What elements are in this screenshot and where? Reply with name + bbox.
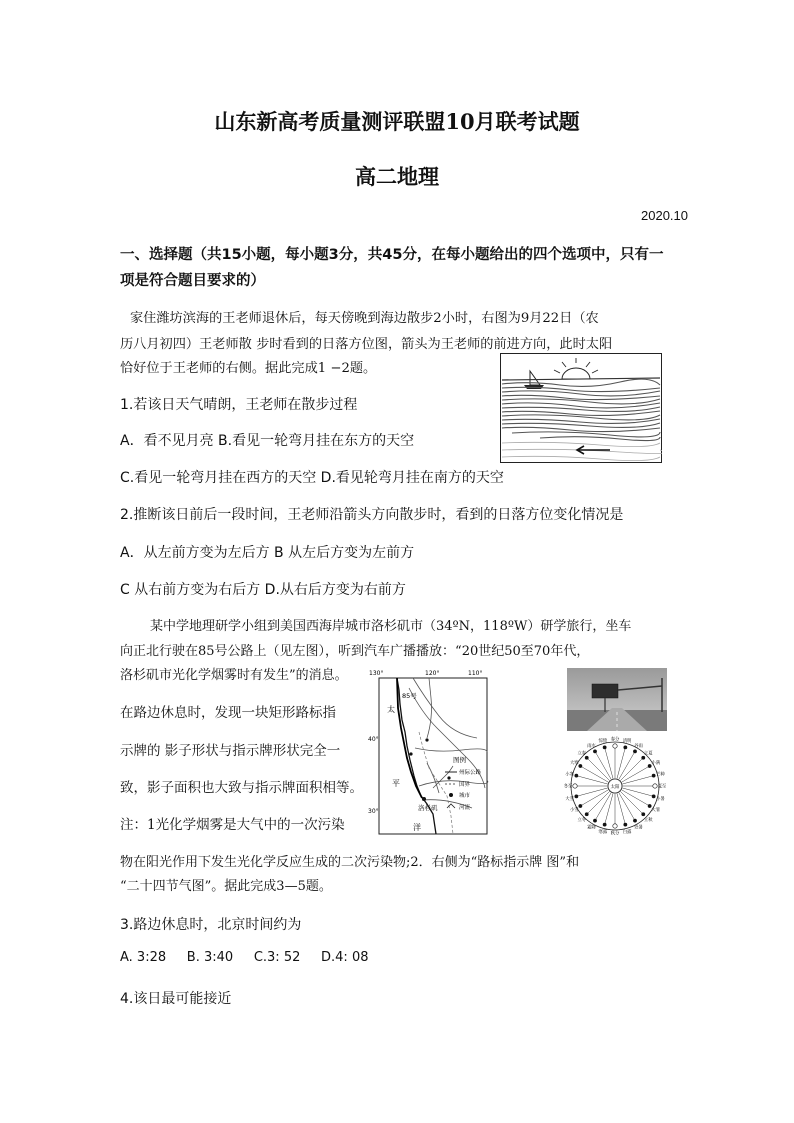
question-4-stem: 4.该日最可能接近 (120, 991, 232, 1007)
passage2-line: 注：1光化学烟雾是大气中的一次污染 (120, 817, 345, 833)
term-label: 小雪 (569, 808, 579, 814)
term-label: 白露 (622, 829, 632, 835)
legend-city: 城市 (459, 793, 471, 799)
question-2-options-ab: A．从左前方变为左后方 B 从左后方变为左前方 (120, 545, 415, 561)
passage2-line: 物在阳光作用下发生光化学反应生成的二次污染物;2．右侧为“路标指示牌 图”和 (120, 855, 580, 870)
term-marker (585, 813, 588, 816)
term-marker (579, 764, 582, 767)
city-marker (447, 776, 450, 779)
term-spoke (620, 758, 643, 781)
passage2-line: 某中学地理研学小组到美国西海岸城市洛杉矶市（34ºN，118ºW）研学旅行，坐车 (150, 619, 632, 634)
ocean-label: 太 (387, 705, 395, 714)
city-marker (422, 797, 426, 801)
ocean-label: 平 (392, 779, 400, 788)
passage2-line: 在路边休息时，发现一块矩形路标指 (120, 705, 336, 721)
term-label: 芒种 (656, 772, 665, 778)
term-label: 大雪 (565, 796, 574, 802)
term-marker (603, 823, 606, 826)
term-label: 雨水 (587, 743, 596, 749)
term-marker (603, 746, 606, 749)
city-marker (425, 738, 428, 741)
term-label: 大寒 (569, 761, 579, 767)
term-spoke (622, 788, 654, 797)
term-label: 谷雨 (634, 743, 643, 749)
question-2-stem: 2.推断该日前后一段时间，王老师沿箭头方向散步时，看到的日落方位变化情况是 (120, 507, 624, 523)
road-sign (592, 684, 618, 698)
sunset-illustration (500, 353, 662, 463)
term-marker (593, 819, 596, 822)
term-label: 秋分 (610, 831, 620, 836)
passage2-line: 示牌的 影子形状与指示牌形状完全一 (120, 743, 341, 759)
term-spoke (576, 776, 608, 785)
term-label: 小寒 (565, 772, 574, 778)
term-marker (642, 756, 645, 759)
term-marker (652, 795, 655, 798)
term-marker (585, 756, 588, 759)
term-marker (613, 824, 617, 828)
term-spoke (620, 791, 643, 814)
term-marker (593, 750, 596, 753)
question-1-options-cd: C.看见一轮弯月挂在西方的天空 D.看见轮弯月挂在南方的天空 (120, 470, 504, 486)
term-marker (579, 804, 582, 807)
legend-border: 国界 (459, 782, 471, 788)
term-marker (642, 813, 645, 816)
term-label: 处暑 (634, 825, 643, 831)
term-marker (575, 774, 578, 777)
term-marker (633, 819, 636, 822)
solar-terms-diagram (554, 736, 676, 836)
term-label: 立秋 (643, 817, 653, 823)
section-heading: 一、选择题（共15小题，每小题3分，共45分，在每小题给出的四个选项中，只有一 (120, 247, 664, 263)
sun-center-label: 太阳 (610, 785, 620, 790)
term-spoke (605, 793, 614, 825)
legend-river: 河流 (459, 805, 471, 811)
term-spoke (605, 747, 614, 779)
term-label: 夏至 (657, 784, 667, 790)
term-marker (613, 744, 617, 748)
legend-title: 图例 (453, 756, 466, 764)
exam-date: 2020.10 (641, 208, 688, 223)
term-spoke (587, 758, 610, 781)
term-marker (652, 774, 655, 777)
legend-road: 州际公路 (459, 770, 482, 776)
passage1-line: 历八月初四）王老师散 步时看到的日落方位图，箭头为王老师的前进方向，此时太阳 (120, 337, 613, 352)
road-sign-photo (567, 668, 667, 731)
question-1-options-ab: A．看不见月亮 B.看见一轮弯月挂在东方的天空 (120, 433, 415, 449)
map-lat-label: 40° (368, 736, 379, 743)
term-spoke (587, 791, 610, 814)
term-label: 立冬 (577, 817, 587, 823)
city-label: 洛杉矶 (418, 804, 438, 812)
passage1-line: 家住潍坊滨海的王老师退休后，每天傍晚到海边散步2小时，右图为9月22日（农 (130, 311, 599, 326)
passage2-line: 致，影子面积也大致与指示牌面积相等。 (120, 780, 363, 796)
term-label: 立春 (577, 751, 587, 757)
term-marker (624, 823, 627, 826)
map-road-label: 85号 (402, 692, 417, 700)
map-lon-label: 130° (369, 670, 384, 677)
map-lon-label: 110° (468, 670, 483, 677)
term-marker (624, 746, 627, 749)
section-heading-cont: 项是符合题目要求的） (120, 273, 265, 289)
passage2-line: 向正北行驶在85号公路上（见左图），听到汽车广播播放：“20世纪50至70年代， (120, 644, 590, 659)
term-label: 惊蛰 (598, 739, 608, 745)
page-title: 山东新高考质量测评联盟10月联考试题 (214, 109, 580, 134)
map-lat-label: 30° (368, 808, 379, 815)
question-1-stem: 1.若该日天气晴朗，王老师在散步过程 (120, 397, 358, 413)
term-label: 小暑 (656, 796, 665, 802)
term-marker (573, 784, 577, 788)
term-label: 寒露 (598, 829, 608, 835)
question-2-options-cd: C 从右前方变为右后方 D.从右后方变为右前方 (120, 582, 406, 598)
passage2-line: “二十四节气图”。据此完成3—5题。 (120, 879, 332, 894)
term-spoke (617, 747, 626, 779)
question-3-stem: 3.路边休息时，北京时间约为 (120, 917, 302, 933)
term-label: 冬至 (563, 784, 573, 790)
page-subtitle: 高二地理 (355, 164, 439, 189)
term-label: 春分 (610, 737, 620, 743)
term-spoke (617, 793, 626, 825)
term-spoke (622, 776, 654, 785)
term-spoke (576, 788, 608, 797)
passage1-line: 恰好位于王老师的右侧。据此完成1 −2题。 (120, 361, 377, 376)
term-label: 清明 (622, 739, 632, 745)
term-label: 大暑 (651, 808, 661, 814)
term-marker (653, 784, 657, 788)
term-label: 小满 (651, 761, 661, 767)
term-label: 霜降 (587, 825, 596, 831)
term-marker (575, 795, 578, 798)
ocean-label: 洋 (413, 823, 421, 832)
term-marker (633, 750, 636, 753)
term-label: 立夏 (643, 751, 653, 757)
city-marker (409, 752, 412, 755)
map-lon-label: 120° (425, 670, 440, 677)
california-map (367, 668, 489, 836)
passage2-line: 洛杉矶市光化学烟雾时有发生”的消息。 (120, 668, 348, 683)
question-3-options: A. 3:28 B. 3:40 C.3: 52 D.4: 08 (120, 950, 369, 965)
